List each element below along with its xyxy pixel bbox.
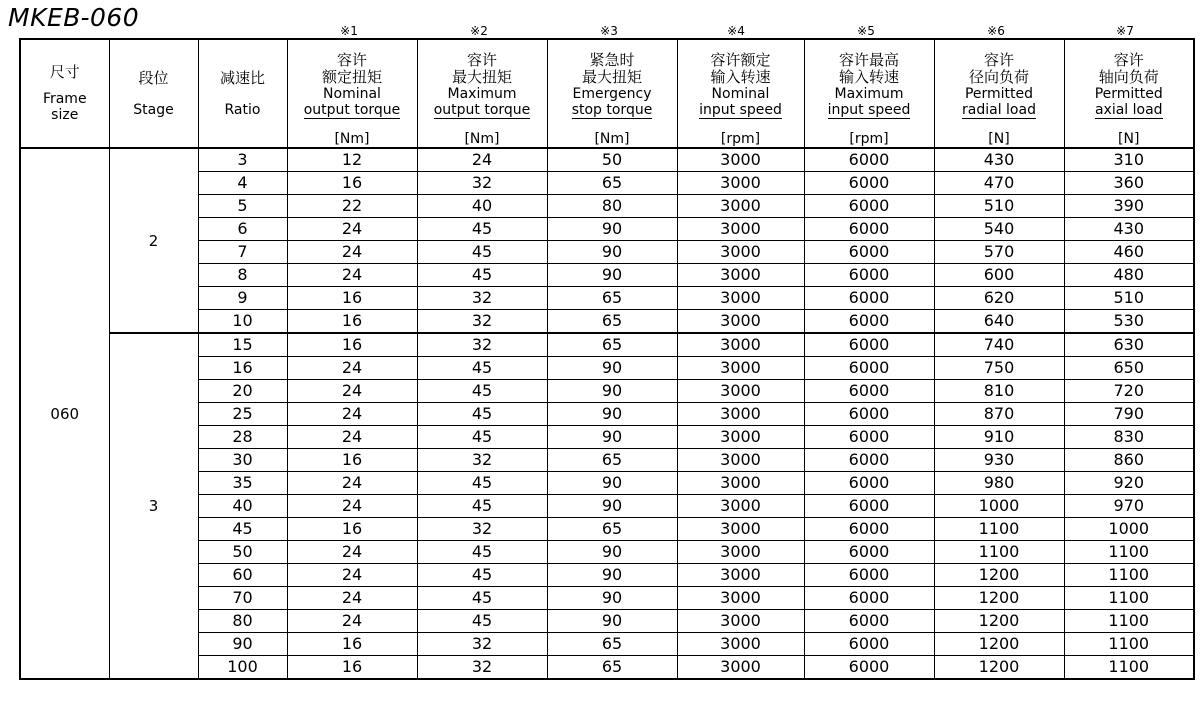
cell-nominal-output-torque: 24 <box>287 380 417 403</box>
cell-permitted-axial-load: 830 <box>1064 426 1194 449</box>
header-stage: 段位 Stage <box>109 39 198 148</box>
header-nominal-input-speed: 容许额定 输入转速 Nominal input speed <box>677 39 804 131</box>
header-maximum-input-speed: 容许最高 输入转速 Maximum input speed <box>804 39 934 131</box>
cell-emergency-stop-torque: 90 <box>547 610 677 633</box>
header-permitted-axial-load: 容许 轴向负荷 Permitted axial load <box>1064 39 1194 131</box>
cell-nominal-input-speed: 3000 <box>677 587 804 610</box>
cell-permitted-axial-load: 310 <box>1064 148 1194 172</box>
cell-emergency-stop-torque: 90 <box>547 587 677 610</box>
cell-ratio: 5 <box>198 195 287 218</box>
cell-nominal-input-speed: 3000 <box>677 148 804 172</box>
cell-nominal-input-speed: 3000 <box>677 564 804 587</box>
cell-nominal-input-speed: 3000 <box>677 333 804 357</box>
cell-permitted-radial-load: 1200 <box>934 656 1064 680</box>
cell-emergency-stop-torque: 90 <box>547 541 677 564</box>
cell-permitted-radial-load: 910 <box>934 426 1064 449</box>
cell-permitted-axial-load: 530 <box>1064 310 1194 334</box>
cell-emergency-stop-torque: 50 <box>547 148 677 172</box>
cell-nominal-input-speed: 3000 <box>677 218 804 241</box>
cell-maximum-input-speed: 6000 <box>804 426 934 449</box>
cell-nominal-input-speed: 3000 <box>677 472 804 495</box>
cell-nominal-output-torque: 24 <box>287 564 417 587</box>
cell-maximum-output-torque: 32 <box>417 333 547 357</box>
cell-permitted-axial-load: 1100 <box>1064 587 1194 610</box>
cell-ratio: 70 <box>198 587 287 610</box>
cell-ratio: 30 <box>198 449 287 472</box>
cell-ratio: 10 <box>198 310 287 334</box>
cell-maximum-output-torque: 45 <box>417 564 547 587</box>
cell-maximum-output-torque: 45 <box>417 380 547 403</box>
cell-nominal-output-torque: 24 <box>287 610 417 633</box>
cell-permitted-radial-load: 470 <box>934 172 1064 195</box>
cell-nominal-output-torque: 24 <box>287 403 417 426</box>
stage-cell: 2 <box>109 148 198 333</box>
cell-permitted-axial-load: 430 <box>1064 218 1194 241</box>
cell-permitted-radial-load: 1100 <box>934 541 1064 564</box>
cell-nominal-input-speed: 3000 <box>677 357 804 380</box>
note-mark-2: ※2 <box>470 24 488 38</box>
cell-nominal-output-torque: 12 <box>287 148 417 172</box>
cell-ratio: 25 <box>198 403 287 426</box>
cell-permitted-axial-load: 1100 <box>1064 541 1194 564</box>
cell-nominal-input-speed: 3000 <box>677 403 804 426</box>
cell-maximum-output-torque: 45 <box>417 403 547 426</box>
cell-ratio: 9 <box>198 287 287 310</box>
cell-nominal-input-speed: 3000 <box>677 495 804 518</box>
unit-nm: [Nm] <box>417 131 547 148</box>
cell-maximum-output-torque: 45 <box>417 426 547 449</box>
cell-permitted-axial-load: 630 <box>1064 333 1194 357</box>
cell-emergency-stop-torque: 65 <box>547 310 677 334</box>
cell-maximum-output-torque: 45 <box>417 472 547 495</box>
cell-maximum-input-speed: 6000 <box>804 633 934 656</box>
cell-permitted-radial-load: 1200 <box>934 564 1064 587</box>
header-maximum-output-torque: 容许 最大扭矩 Maximum output torque <box>417 39 547 131</box>
cell-ratio: 100 <box>198 656 287 680</box>
cell-nominal-output-torque: 24 <box>287 587 417 610</box>
cell-ratio: 90 <box>198 633 287 656</box>
cell-maximum-input-speed: 6000 <box>804 241 934 264</box>
cell-nominal-output-torque: 16 <box>287 633 417 656</box>
cell-nominal-input-speed: 3000 <box>677 518 804 541</box>
cell-maximum-input-speed: 6000 <box>804 264 934 287</box>
cell-nominal-output-torque: 24 <box>287 541 417 564</box>
cell-permitted-radial-load: 750 <box>934 357 1064 380</box>
table-body <box>20 148 1194 679</box>
cell-permitted-axial-load: 460 <box>1064 241 1194 264</box>
cell-ratio: 28 <box>198 426 287 449</box>
cell-permitted-radial-load: 810 <box>934 380 1064 403</box>
cell-nominal-input-speed: 3000 <box>677 264 804 287</box>
cell-maximum-input-speed: 6000 <box>804 148 934 172</box>
cell-ratio: 6 <box>198 218 287 241</box>
cell-permitted-axial-load: 970 <box>1064 495 1194 518</box>
cell-maximum-output-torque: 45 <box>417 541 547 564</box>
cell-maximum-output-torque: 32 <box>417 633 547 656</box>
cell-emergency-stop-torque: 90 <box>547 357 677 380</box>
cell-maximum-output-torque: 45 <box>417 264 547 287</box>
cell-maximum-input-speed: 6000 <box>804 610 934 633</box>
cell-nominal-output-torque: 24 <box>287 264 417 287</box>
cell-maximum-output-torque: 32 <box>417 310 547 334</box>
cell-emergency-stop-torque: 90 <box>547 495 677 518</box>
cell-maximum-input-speed: 6000 <box>804 564 934 587</box>
cell-maximum-output-torque: 24 <box>417 148 547 172</box>
cell-emergency-stop-torque: 65 <box>547 633 677 656</box>
cell-maximum-input-speed: 6000 <box>804 449 934 472</box>
cell-nominal-input-speed: 3000 <box>677 380 804 403</box>
cell-permitted-radial-load: 570 <box>934 241 1064 264</box>
cell-permitted-axial-load: 650 <box>1064 357 1194 380</box>
cell-permitted-axial-load: 1100 <box>1064 633 1194 656</box>
cell-permitted-radial-load: 1200 <box>934 633 1064 656</box>
cell-permitted-radial-load: 1100 <box>934 518 1064 541</box>
unit-rpm: [rpm] <box>804 131 934 148</box>
cell-nominal-input-speed: 3000 <box>677 172 804 195</box>
cell-permitted-radial-load: 620 <box>934 287 1064 310</box>
cell-nominal-output-torque: 16 <box>287 172 417 195</box>
cell-maximum-input-speed: 6000 <box>804 518 934 541</box>
cell-nominal-output-torque: 16 <box>287 449 417 472</box>
cell-ratio: 3 <box>198 148 287 172</box>
cell-nominal-output-torque: 24 <box>287 218 417 241</box>
unit-n: [N] <box>934 131 1064 148</box>
cell-maximum-input-speed: 6000 <box>804 310 934 334</box>
cell-permitted-radial-load: 930 <box>934 449 1064 472</box>
cell-permitted-axial-load: 390 <box>1064 195 1194 218</box>
unit-n: [N] <box>1064 131 1194 148</box>
cell-ratio: 15 <box>198 333 287 357</box>
cell-maximum-output-torque: 32 <box>417 656 547 680</box>
cell-maximum-input-speed: 6000 <box>804 357 934 380</box>
cell-permitted-radial-load: 430 <box>934 148 1064 172</box>
cell-maximum-output-torque: 32 <box>417 287 547 310</box>
cell-nominal-output-torque: 24 <box>287 357 417 380</box>
cell-permitted-axial-load: 920 <box>1064 472 1194 495</box>
cell-emergency-stop-torque: 90 <box>547 218 677 241</box>
cell-permitted-radial-load: 740 <box>934 333 1064 357</box>
cell-emergency-stop-torque: 80 <box>547 195 677 218</box>
cell-maximum-input-speed: 6000 <box>804 495 934 518</box>
cell-nominal-input-speed: 3000 <box>677 310 804 334</box>
cell-nominal-output-torque: 22 <box>287 195 417 218</box>
cell-nominal-input-speed: 3000 <box>677 287 804 310</box>
cell-permitted-radial-load: 1000 <box>934 495 1064 518</box>
cell-nominal-input-speed: 3000 <box>677 610 804 633</box>
cell-emergency-stop-torque: 90 <box>547 380 677 403</box>
cell-emergency-stop-torque: 90 <box>547 426 677 449</box>
cell-permitted-axial-load: 480 <box>1064 264 1194 287</box>
cell-maximum-input-speed: 6000 <box>804 172 934 195</box>
cell-nominal-input-speed: 3000 <box>677 241 804 264</box>
cell-emergency-stop-torque: 65 <box>547 287 677 310</box>
cell-maximum-output-torque: 40 <box>417 195 547 218</box>
cell-maximum-input-speed: 6000 <box>804 195 934 218</box>
cell-emergency-stop-torque: 90 <box>547 241 677 264</box>
cell-emergency-stop-torque: 65 <box>547 333 677 357</box>
cell-permitted-axial-load: 1100 <box>1064 610 1194 633</box>
cell-permitted-radial-load: 1200 <box>934 587 1064 610</box>
cell-maximum-input-speed: 6000 <box>804 403 934 426</box>
cell-permitted-axial-load: 1100 <box>1064 564 1194 587</box>
cell-ratio: 40 <box>198 495 287 518</box>
cell-ratio: 45 <box>198 518 287 541</box>
cell-nominal-output-torque: 16 <box>287 518 417 541</box>
cell-emergency-stop-torque: 90 <box>547 403 677 426</box>
unit-nm: [Nm] <box>547 131 677 148</box>
header-ratio: 减速比 Ratio <box>198 39 287 148</box>
cell-maximum-output-torque: 45 <box>417 495 547 518</box>
cell-permitted-radial-load: 510 <box>934 195 1064 218</box>
cell-emergency-stop-torque: 90 <box>547 264 677 287</box>
cell-ratio: 60 <box>198 564 287 587</box>
note-mark-3: ※3 <box>600 24 618 38</box>
cell-emergency-stop-torque: 65 <box>547 656 677 680</box>
note-mark-4: ※4 <box>727 24 745 38</box>
cell-nominal-output-torque: 16 <box>287 333 417 357</box>
note-mark-6: ※6 <box>987 24 1005 38</box>
cell-permitted-axial-load: 360 <box>1064 172 1194 195</box>
header-permitted-radial-load: 容许 径向负荷 Permitted radial load <box>934 39 1064 131</box>
cell-maximum-output-torque: 32 <box>417 449 547 472</box>
cell-maximum-output-torque: 45 <box>417 610 547 633</box>
cell-maximum-input-speed: 6000 <box>804 587 934 610</box>
table-row <box>20 148 1194 172</box>
cell-maximum-input-speed: 6000 <box>804 287 934 310</box>
cell-maximum-output-torque: 45 <box>417 241 547 264</box>
cell-ratio: 20 <box>198 380 287 403</box>
cell-permitted-radial-load: 1200 <box>934 610 1064 633</box>
cell-emergency-stop-torque: 90 <box>547 564 677 587</box>
cell-permitted-axial-load: 1100 <box>1064 656 1194 680</box>
cell-nominal-input-speed: 3000 <box>677 541 804 564</box>
cell-nominal-input-speed: 3000 <box>677 633 804 656</box>
cell-maximum-output-torque: 32 <box>417 518 547 541</box>
note-mark-1: ※1 <box>340 24 358 38</box>
cell-nominal-output-torque: 24 <box>287 241 417 264</box>
cell-nominal-output-torque: 24 <box>287 495 417 518</box>
header-emergency-stop-torque: 紧急时 最大扭矩 Emergency stop torque <box>547 39 677 131</box>
note-mark-7: ※7 <box>1116 24 1134 38</box>
cell-nominal-output-torque: 24 <box>287 472 417 495</box>
cell-permitted-radial-load: 540 <box>934 218 1064 241</box>
header-frame-size: 尺寸 Frame size <box>20 39 109 148</box>
cell-maximum-output-torque: 45 <box>417 587 547 610</box>
cell-ratio: 4 <box>198 172 287 195</box>
cell-maximum-output-torque: 45 <box>417 218 547 241</box>
cell-permitted-axial-load: 790 <box>1064 403 1194 426</box>
cell-ratio: 35 <box>198 472 287 495</box>
cell-ratio: 80 <box>198 610 287 633</box>
cell-maximum-input-speed: 6000 <box>804 541 934 564</box>
unit-nm: [Nm] <box>287 131 417 148</box>
cell-permitted-axial-load: 1000 <box>1064 518 1194 541</box>
cell-maximum-output-torque: 32 <box>417 172 547 195</box>
cell-nominal-output-torque: 24 <box>287 426 417 449</box>
cell-nominal-input-speed: 3000 <box>677 449 804 472</box>
cell-ratio: 7 <box>198 241 287 264</box>
header-nominal-output-torque: 容许 额定扭矩 Nominal output torque <box>287 39 417 131</box>
cell-maximum-input-speed: 6000 <box>804 380 934 403</box>
cell-emergency-stop-torque: 90 <box>547 472 677 495</box>
stage-cell: 3 <box>109 333 198 679</box>
cell-nominal-output-torque: 16 <box>287 310 417 334</box>
spec-table <box>19 38 1195 680</box>
cell-nominal-output-torque: 16 <box>287 656 417 680</box>
cell-ratio: 8 <box>198 264 287 287</box>
cell-ratio: 50 <box>198 541 287 564</box>
cell-nominal-output-torque: 16 <box>287 287 417 310</box>
cell-permitted-axial-load: 860 <box>1064 449 1194 472</box>
cell-emergency-stop-torque: 65 <box>547 172 677 195</box>
page-title: MKEB-060 <box>8 3 140 32</box>
cell-maximum-input-speed: 6000 <box>804 656 934 680</box>
cell-permitted-radial-load: 980 <box>934 472 1064 495</box>
cell-maximum-input-speed: 6000 <box>804 218 934 241</box>
cell-emergency-stop-torque: 65 <box>547 449 677 472</box>
cell-nominal-input-speed: 3000 <box>677 656 804 680</box>
cell-permitted-radial-load: 870 <box>934 403 1064 426</box>
cell-permitted-radial-load: 600 <box>934 264 1064 287</box>
note-mark-5: ※5 <box>857 24 875 38</box>
unit-rpm: [rpm] <box>677 131 804 148</box>
table-row <box>20 333 1194 357</box>
cell-permitted-axial-load: 720 <box>1064 380 1194 403</box>
cell-nominal-input-speed: 3000 <box>677 426 804 449</box>
cell-nominal-input-speed: 3000 <box>677 195 804 218</box>
cell-permitted-axial-load: 510 <box>1064 287 1194 310</box>
cell-emergency-stop-torque: 65 <box>547 518 677 541</box>
cell-permitted-radial-load: 640 <box>934 310 1064 334</box>
cell-ratio: 16 <box>198 357 287 380</box>
cell-maximum-output-torque: 45 <box>417 357 547 380</box>
cell-maximum-input-speed: 6000 <box>804 333 934 357</box>
frame-size-cell: 060 <box>20 148 109 679</box>
cell-maximum-input-speed: 6000 <box>804 472 934 495</box>
